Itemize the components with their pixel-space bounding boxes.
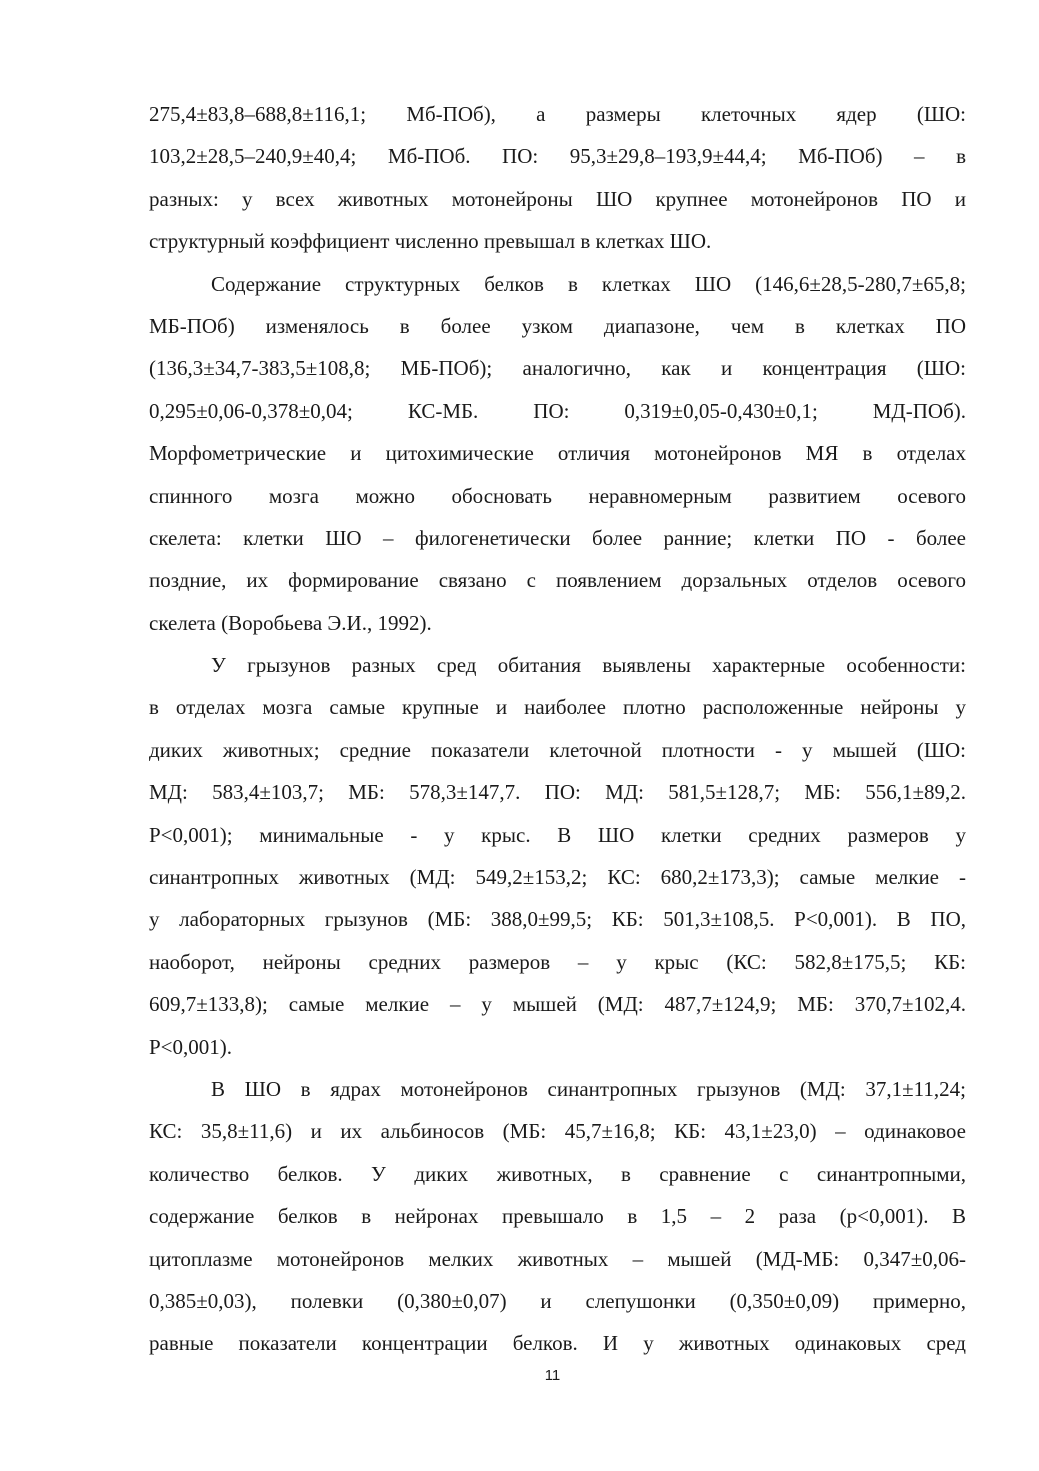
body-text <box>149 93 966 1365</box>
text-line: наоборот, нейроны средних размеров – у крыс (КС: 582,8±175,5; КБ: <box>149 949 966 974</box>
text-line: в отделах мозга самые крупные и наиболее плотно расположенные нейроны у <box>149 695 966 720</box>
text-line: 0,385±0,03), полевки (0,380±0,07) и слепушонки (0,350±0,09) примерно, <box>149 1288 966 1313</box>
text-line: 0,295±0,06-0,378±0,04; КС-МБ. ПО: 0,319±0,05-0,430±0,1; МД-ПОб). <box>149 398 966 423</box>
paragraph-first-line: Содержание структурных белков в клетках ШО (146,6±28,5-280,7±65,8; <box>211 271 966 296</box>
text-line: КС: 35,8±11,6) и их альбиносов (МБ: 45,7±16,8; КБ: 43,1±23,0) – одинаковое <box>149 1119 966 1144</box>
text-line: цитоплазме мотонейронов мелких животных – мышей (МД-МБ: 0,347±0,06- <box>149 1246 966 1271</box>
text-line: скелета: клетки ШО – филогенетически более ранние; клетки ПО - более <box>149 525 966 550</box>
text-line: скелета (Воробьева Э.И., 1992). <box>149 610 432 635</box>
text-line: количество белков. У диких животных, в сравнение с синантропными, <box>149 1161 966 1186</box>
text-line: поздние, их формирование связано с появлением дорзальных отделов осевого <box>149 568 966 593</box>
text-line: 275,4±83,8–688,8±116,1; Мб-ПОб), а размеры клеточных ядер (ШО: <box>149 102 966 126</box>
text-line: равные показатели концентрации белков. И у животных одинаковых сред <box>149 1331 966 1356</box>
text-line: содержание белков в нейронах превышало в 1,5 – 2 раза (p<0,001). В <box>149 1204 966 1229</box>
text-line: диких животных; средние показатели клеточной плотности - у мышей (ШО: <box>149 737 966 762</box>
text-line: МБ-ПОб) изменялось в более узком диапазоне, чем в клетках ПО <box>149 313 966 338</box>
text-line: спинного мозга можно обосновать неравномерным развитием осевого <box>149 483 966 508</box>
text-line: МД: 583,4±103,7; МБ: 578,3±147,7. ПО: МД: 581,5±128,7; МБ: 556,1±89,2. <box>149 780 966 805</box>
text-line: P<0,001); минимальные - у крыс. В ШО клетки средних размеров у <box>149 822 966 847</box>
text-line: P<0,001). <box>149 1034 233 1059</box>
text-line: 103,2±28,5–240,9±40,4; Мб-ПОб. ПО: 95,3±29,8–193,9±44,4; Мб-ПОб) – в <box>149 144 966 169</box>
paragraph-first-line: У грызунов разных сред обитания выявлены характерные особенности: <box>211 653 966 678</box>
text-line: Морфометрические и цитохимические отличия мотонейронов МЯ в отделах <box>149 441 966 466</box>
text-line: разных: у всех животных мотонейроны ШО крупнее мотонейронов ПО и <box>149 186 966 211</box>
paragraph-first-line: В ШО в ядрах мотонейронов синантропных грызунов (МД: 37,1±11,24; <box>211 1076 966 1101</box>
page-number: 11 <box>544 1367 561 1384</box>
text-line: структурный коэффициент численно превышал в клетках ШО. <box>149 229 712 254</box>
text-line: (136,3±34,7-383,5±108,8; МБ-ПОб); аналогично, как и концентрация (ШО: <box>149 356 966 381</box>
text-line: синантропных животных (МД: 549,2±153,2; КС: 680,2±173,3); самые мелкие - <box>149 865 966 890</box>
text-line: у лабораторных грызунов (МБ: 388,0±99,5; КБ: 501,3±108,5. P<0,001). В ПО, <box>149 907 966 932</box>
text-line: 609,7±133,8); самые мелкие – у мышей (МД: 487,7±124,9; МБ: 370,7±102,4. <box>149 992 966 1017</box>
